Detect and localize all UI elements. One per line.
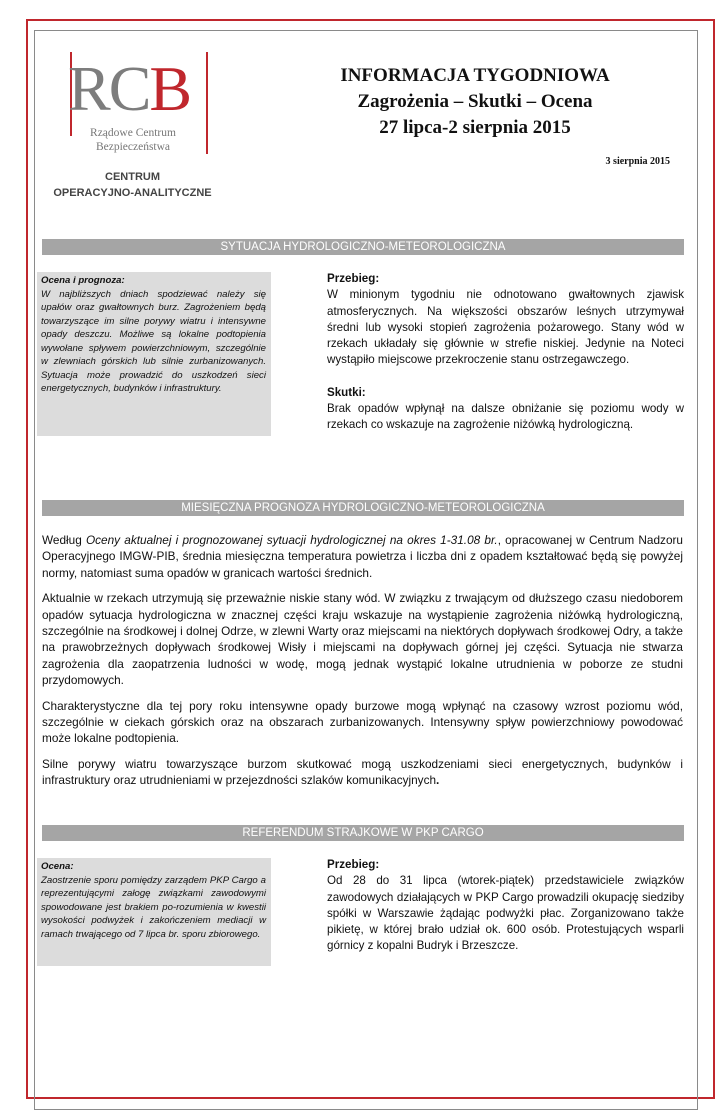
logo-letters-gray: RC: [68, 53, 150, 124]
assessment-text: W najbliższych dniach spodziewać należy się upałów oraz gwałtownych burz. Zagrożeniem będą towarzyszące im silne porywy wiatru i intensywne opady deszczu. Możliwe są lokalne podtopienia wywołane spływem powierzchniowym, szczególnie w zlewniach górskich lub silnie zurbanizowanych. Sytuacja może prowadzić do uszkodzeń sieci energetycznych, budynków i infrastruktury.: [41, 288, 266, 394]
pkp-course-heading: Przebieg:: [327, 858, 380, 871]
course-column: [327, 271, 684, 434]
pkp-course-text: Od 28 do 31 lipca (wtorek-piątek) przedstawiciele związków zawodowych działających w PKP Cargo prowadzili okupację siedziby spółki w Warszawie żądając podwyżki płac. Zorganizowano także pikietę, w której brało udział ok. 600 osób. Protestujących wsparli górnicy z kopalni Budryk i Brzeszcze.: [327, 874, 684, 953]
p1-post: , opracowanej w Centrum Nadzoru Operacyjnego IMGW-PIB, średnia miesięczna temperatura powietrza i liczba dni z opadem kształtować będą się powyżej normy, natomiast suma opadów w granicach wartości średnich.: [42, 533, 683, 580]
monthly-forecast-text: [42, 532, 683, 798]
section-bar-pkp-cargo: REFERENDUM STRAJKOWE W PKP CARGO: [42, 825, 684, 841]
pkp-assessment-title: Ocena:: [41, 861, 74, 872]
section-bar-hydro-meteo: SYTUACJA HYDROLOGICZNO-METEOROLOGICZNA: [42, 239, 684, 255]
pkp-course-column: [327, 857, 684, 955]
pkp-assessment-box: [37, 858, 271, 966]
department-line2: OPERACYJNO-ANALITYCZNE: [53, 187, 212, 199]
forecast-paragraph-3: Charakterystyczne dla tej pory roku intensywne opady burzowe mogą wpłynąć na czasowy wzrost poziomu wód, szczególnie w ciekach górskich oraz na obszarach zurbanizowanych. Intensywny spływ powierzchniowy powodować może lokalne podtopienia.: [42, 698, 683, 746]
page-subtitle: Zagrożenia – Skutki – Ocena: [357, 91, 593, 112]
forecast-paragraph-2: Aktualnie w rzekach utrzymują się przeważnie niskie stany wód. W związku z trwającym od dłuższego czasu niedoborem opadów sytuacja hydrologiczna w znacznej części kraju wskazuje na wystąpienie zagrożenia niżówką hydrologiczną, szczególnie na środkowej i dolnej Odrze, w zlewni Warty oraz miejscami na niektórych dopływach środkowej Odry, a także na prawobrzeżnych dopływach środkowej Wisły i miejscami na dopływach górnej jej części. Sytuacja nie stwarza zagrożenia dla zaopatrzenia ludności w wodę, mogą jednak wystąpić lokalne utrudnienia w poborze ze studni przydomowych.: [42, 591, 683, 688]
section-bar-monthly-forecast: MIESIĘCZNA PROGNOZA HYDROLOGICZNO-METEOROLOGICZNA: [42, 500, 684, 516]
forecast-paragraph-4: [42, 756, 683, 789]
pkp-assessment-text: Zaostrzenie sporu pomiędzy zarządem PKP Cargo a reprezentującymi załogę związkami zawodowymi spowodowane jest brakiem po-rozumienia w kwestii wysokości podwyżek i zakończeniem mediacji w ramach trwającego od 7 lipca br. sporu zbiorowego.: [41, 874, 266, 940]
assessment-box: [37, 272, 271, 436]
effects-text: Brak opadów wpłynął na dalsze obniżanie się poziomu wody w rzekach co wskazuje na zagrożenie niżówką hydrologiczną.: [327, 402, 684, 432]
p1-italic-title: Oceny aktualnej i prognozowanej sytuacji hydrologicznej na okres 1-31.08 br.: [85, 533, 498, 547]
logo-letters-red: B: [149, 53, 191, 124]
p4-end: .: [436, 773, 440, 788]
p1-pre: Według: [42, 533, 86, 547]
department-line1: CENTRUM: [105, 171, 160, 183]
p4-text: Silne porywy wiatru towarzyszące burzom skutkować mogą uszkodzeniami sieci energetycznych, budynków i infrastruktury oraz utrudnieniami w przejezdności szlaków komunikacyjnych: [42, 756, 683, 788]
rcb-logo: [58, 52, 208, 162]
issue-date: 3 sierpnia 2015: [605, 156, 670, 167]
logo-subtitle-1: Rządowe Centrum: [90, 127, 176, 139]
report-period: 27 lipca-2 sierpnia 2015: [379, 117, 571, 138]
logo-letters: [68, 54, 190, 124]
course-text: W minionym tygodniu nie odnotowano gwałtownych zjawisk atmosferycznych. Na większości obszarów leśnych utrzymywał średni lub wysoki stopień zagrożenia pożarowego. Stany wód w rzekach układały się głównie w strefie niskiej. Jedynie na Noteci wystąpiło miejscowe przekroczenie stanu ostrzegawczego.: [327, 288, 684, 367]
course-heading: Przebieg:: [327, 272, 380, 285]
forecast-paragraph-1: [42, 532, 683, 581]
logo-subtitle-2: Bezpieczeństwa: [95, 141, 171, 153]
assessment-title: Ocena i prognoza:: [41, 275, 125, 286]
page-title: INFORMACJA TYGODNIOWA: [340, 65, 610, 86]
effects-heading: Skutki:: [327, 385, 366, 399]
